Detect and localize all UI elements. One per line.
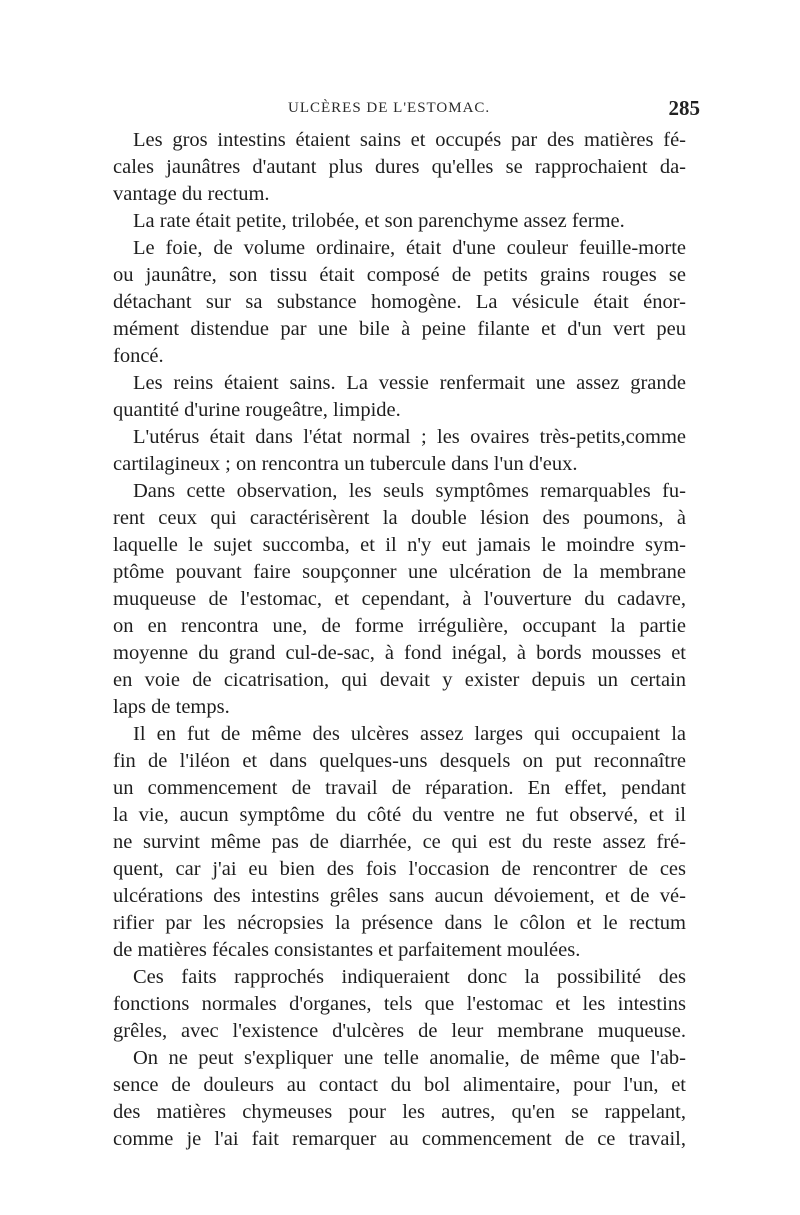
text-line: Le foie, de volume ordinaire, était d'une couleur feuille-morte bbox=[133, 237, 686, 259]
running-title: ULCÈRES DE L'ESTOMAC. bbox=[288, 100, 491, 116]
text-line: Dans cette observation, les seuls symptômes remarquables fu- bbox=[133, 480, 686, 502]
text-line: la vie, aucun symptôme du côté du ventre ne fut observé, et il bbox=[113, 804, 686, 826]
text-line: des matières chymeuses pour les autres, qu'en se rappelant, bbox=[113, 1101, 686, 1123]
page-number: 285 bbox=[668, 96, 700, 120]
text-line: laquelle le sujet succomba, et il n'y eut jamais le moindre sym- bbox=[113, 534, 686, 556]
text-line: moyenne du grand cul-de-sac, à fond inégal, à bords mousses et bbox=[113, 642, 686, 664]
text-line: Les gros intestins étaient sains et occupés par des matières fé- bbox=[133, 129, 686, 151]
text-line: vantage du rectum. bbox=[113, 183, 270, 205]
text-line: grêles, avec l'existence d'ulcères de leur membrane muqueuse. bbox=[113, 1020, 686, 1042]
page-header bbox=[113, 96, 700, 126]
text-line: L'utérus était dans l'état normal ; les ovaires très-petits,comme bbox=[133, 426, 686, 448]
text-line: fin de l'iléon et dans quelques-uns desquels on put reconnaître bbox=[113, 750, 686, 772]
text-line: un commencement de travail de réparation. En effet, pendant bbox=[113, 777, 686, 799]
text-body bbox=[113, 127, 686, 1153]
text-line: ulcérations des intestins grêles sans aucun dévoiement, et de vé- bbox=[113, 885, 686, 907]
text-line: rifier par les nécropsies la présence dans le côlon et le rectum bbox=[113, 912, 686, 934]
text-line: mément distendue par une bile à peine filante et d'un vert peu bbox=[113, 318, 686, 340]
text-line: quantité d'urine rougeâtre, limpide. bbox=[113, 399, 401, 421]
text-line: muqueuse de l'estomac, et cependant, à l'ouverture du cadavre, bbox=[113, 588, 686, 610]
text-line: comme je l'ai fait remarquer au commencement de ce travail, bbox=[113, 1128, 686, 1150]
text-line: cales jaunâtres d'autant plus dures qu'elles se rapprochaient da- bbox=[113, 156, 686, 178]
text-line: ne survint même pas de diarrhée, ce qui est du reste assez fré- bbox=[113, 831, 686, 853]
text-line: foncé. bbox=[113, 345, 164, 367]
text-line: La rate était petite, trilobée, et son parenchyme assez ferme. bbox=[133, 210, 625, 232]
text-line: on en rencontra une, de forme irrégulière, occupant la partie bbox=[113, 615, 686, 637]
text-line: ptôme pouvant faire soupçonner une ulcération de la membrane bbox=[113, 561, 686, 583]
text-line: quent, car j'ai eu bien des fois l'occasion de rencontrer de ces bbox=[113, 858, 686, 880]
text-line: détachant sur sa substance homogène. La vésicule était énor- bbox=[113, 291, 686, 313]
text-line: ou jaunâtre, son tissu était composé de petits grains rouges se bbox=[113, 264, 686, 286]
text-line: laps de temps. bbox=[113, 696, 230, 718]
text-line: On ne peut s'expliquer une telle anomalie, de même que l'ab- bbox=[133, 1047, 686, 1069]
text-line: rent ceux qui caractérisèrent la double lésion des poumons, à bbox=[113, 507, 686, 529]
text-line: fonctions normales d'organes, tels que l'estomac et les intestins bbox=[113, 993, 686, 1015]
text-line: sence de douleurs au contact du bol alimentaire, pour l'un, et bbox=[113, 1074, 686, 1096]
text-line: Ces faits rapprochés indiqueraient donc la possibilité des bbox=[133, 966, 686, 988]
text-line: Les reins étaient sains. La vessie renfermait une assez grande bbox=[133, 372, 686, 394]
text-line: de matières fécales consistantes et parfaitement moulées. bbox=[113, 939, 581, 961]
text-line: cartilagineux ; on rencontra un tubercule dans l'un d'eux. bbox=[113, 453, 578, 475]
text-line: en voie de cicatrisation, qui devait y exister depuis un certain bbox=[113, 669, 686, 691]
text-line: Il en fut de même des ulcères assez larges qui occupaient la bbox=[133, 723, 686, 745]
